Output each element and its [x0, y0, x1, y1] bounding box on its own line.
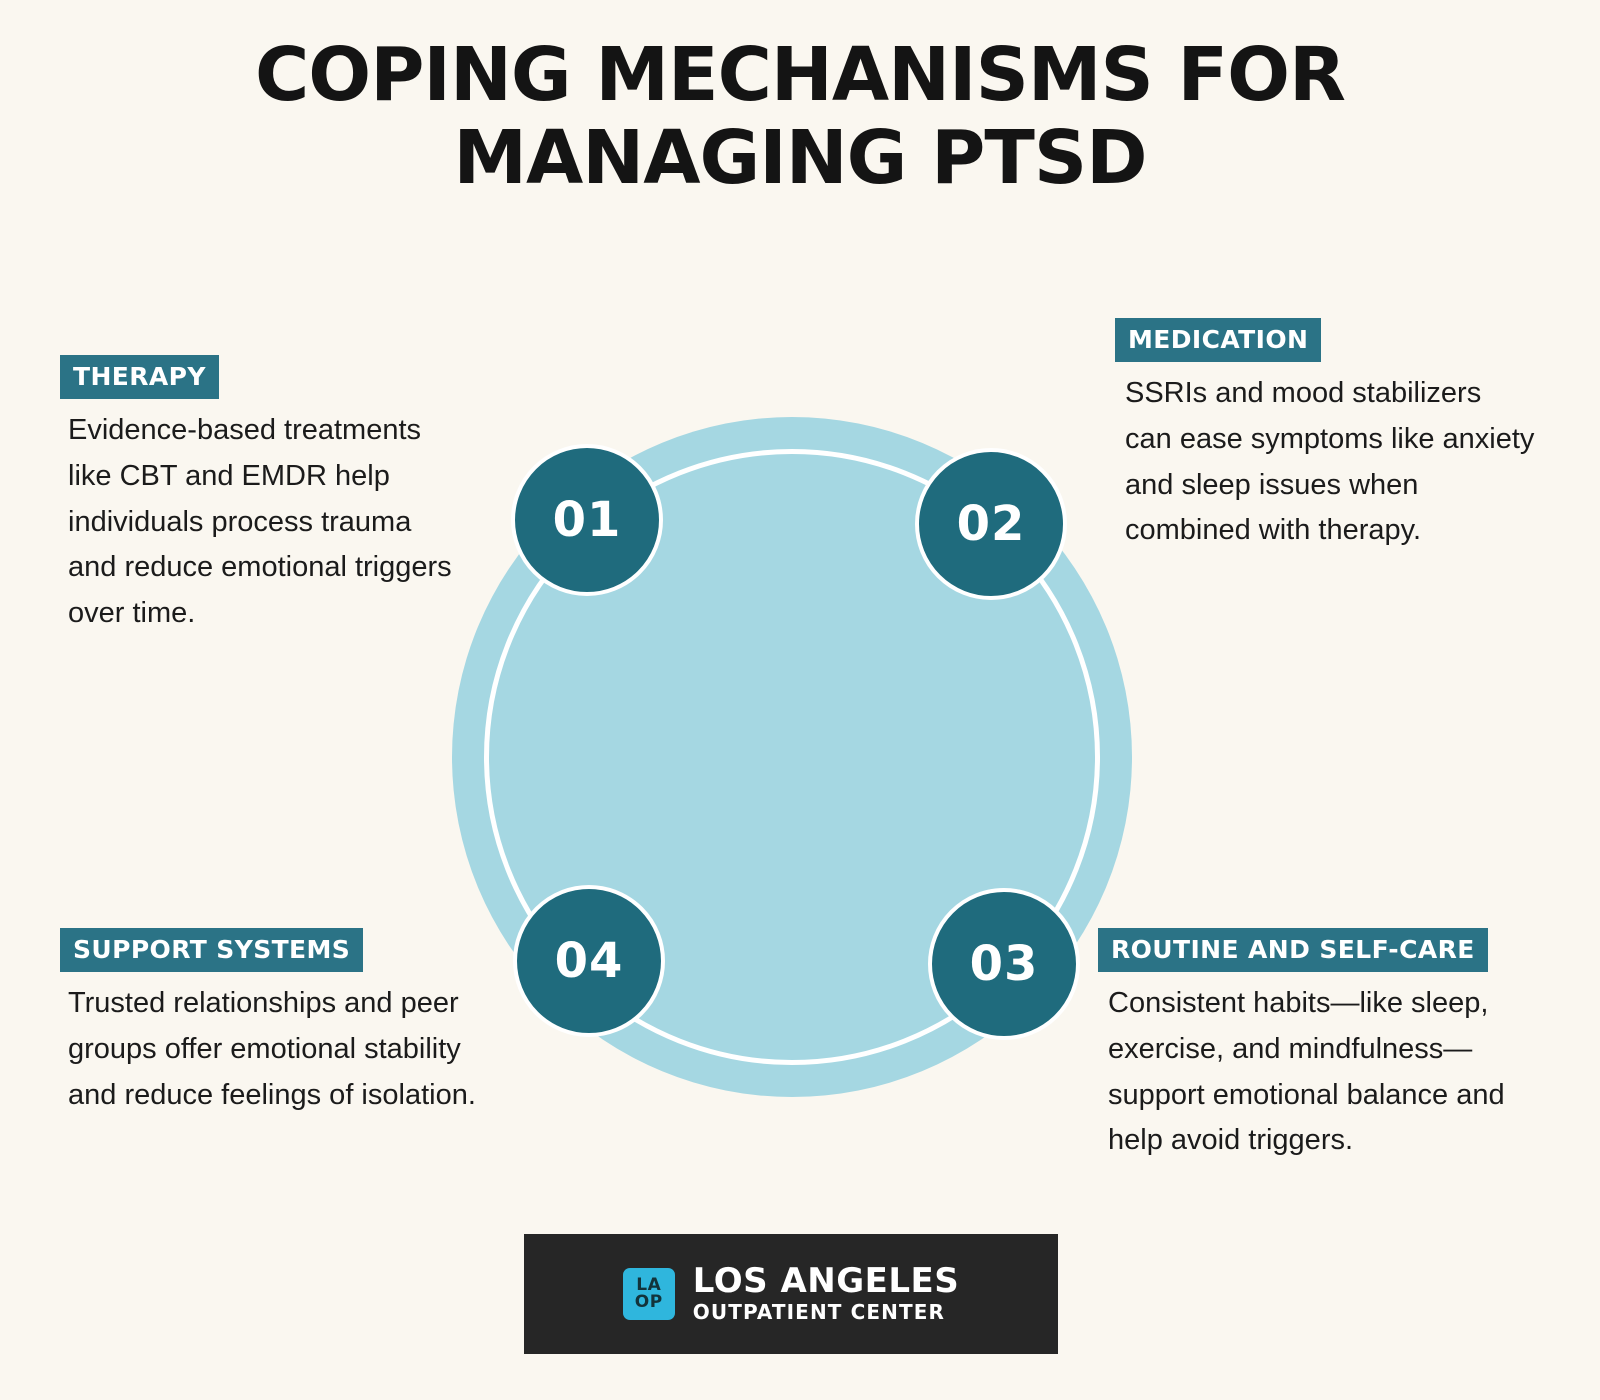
- item-label-medication: MEDICATION: [1115, 318, 1321, 362]
- item-label-support-systems: SUPPORT SYSTEMS: [60, 928, 363, 972]
- step-badge-04: 04: [513, 885, 665, 1037]
- item-text-therapy: Evidence-based treatments like CBT and EMDR help individuals process trauma and reduce emotional triggers over time.: [68, 414, 452, 630]
- logo-mark-top: LA: [636, 1275, 662, 1295]
- item-text-routine-self-care: Consistent habits—like sleep, exercise, and mindfulness—support emotional balance and help avoid triggers.: [1108, 987, 1505, 1157]
- item-block-routine-self-care: [1098, 928, 1518, 1164]
- page-title-line-1: COPING MECHANISMS FOR: [254, 32, 1345, 118]
- item-block-medication: [1115, 318, 1535, 554]
- item-text-medication: SSRIs and mood stabilizers can ease symptoms like anxiety and sleep issues when combined with therapy.: [1125, 377, 1535, 547]
- item-label-therapy: THERAPY: [60, 355, 219, 399]
- item-label-routine-self-care: ROUTINE AND SELF-CARE: [1098, 928, 1488, 972]
- logo-bar: [524, 1234, 1058, 1354]
- item-block-support-systems: [60, 928, 480, 1118]
- item-block-therapy: [60, 355, 460, 637]
- logo-text: [692, 1261, 960, 1324]
- step-badge-02: 02: [915, 448, 1067, 600]
- page-title-line-2: MANAGING PTSD: [453, 114, 1147, 201]
- logo-text-line-2: OUTPATIENT CENTER: [692, 1299, 945, 1324]
- step-badge-03: 03: [928, 888, 1080, 1040]
- logo-text-line-1: LOS ANGELES: [692, 1261, 960, 1302]
- item-text-support-systems: Trusted relationships and peer groups offer emotional stability and reduce feelings of isolation.: [68, 987, 476, 1111]
- laop-logo-icon: [623, 1268, 675, 1320]
- page-title: [0, 34, 1600, 200]
- step-badge-01: 01: [511, 444, 663, 596]
- logo-mark-bottom: OP: [634, 1292, 663, 1312]
